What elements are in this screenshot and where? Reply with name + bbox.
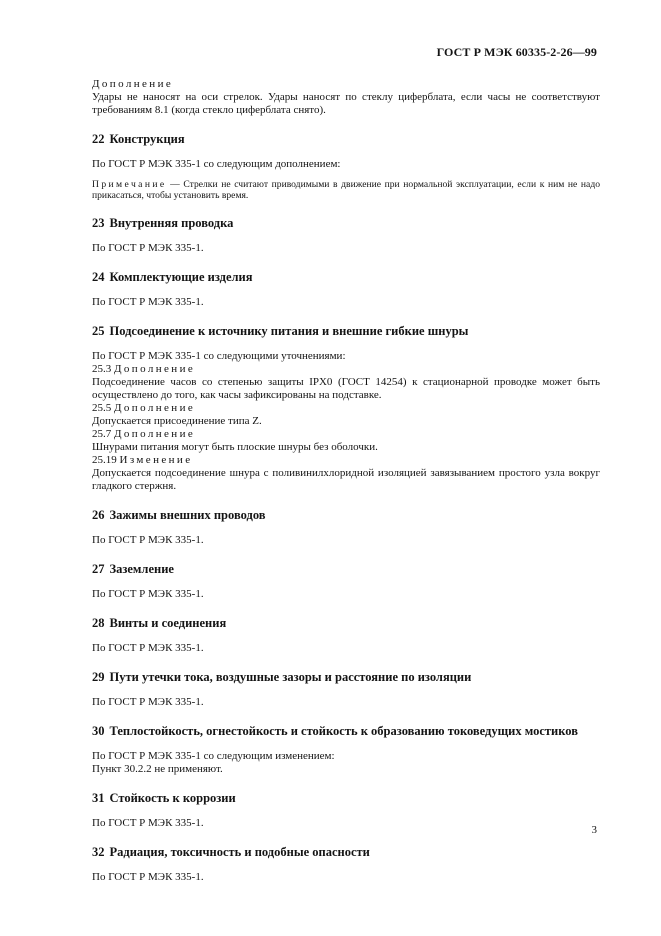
section-title: Теплостойкость, огнестойкость и стойкость к образованию токоведущих мостиков bbox=[109, 724, 578, 738]
section-23-heading bbox=[92, 216, 600, 231]
clause-25-19-label bbox=[92, 454, 600, 467]
section-22-note bbox=[92, 179, 600, 201]
section-title: Конструкция bbox=[109, 132, 185, 146]
note-label: Примечание bbox=[92, 179, 167, 190]
section-number: 28 bbox=[92, 616, 105, 630]
note-text: — Стрелки не считают приводимыми в движение при нормальной эксплуатации, если к ним не надо прикасаться, чтобы установить время. bbox=[92, 179, 600, 201]
section-number: 32 bbox=[92, 845, 105, 859]
section-29-heading bbox=[92, 670, 600, 685]
section-30-heading bbox=[92, 724, 600, 739]
intro-text: Удары не наносят на оси стрелок. Удары наносят по стеклу циферблата, если часы не соответствуют требованиям 8.1 (когда стекло циферблата снято). bbox=[92, 91, 600, 116]
section-title: Винты и соединения bbox=[109, 616, 227, 630]
section-title: Заземление bbox=[109, 562, 174, 576]
clause-25-5-label bbox=[92, 402, 600, 415]
section-30-text: По ГОСТ Р МЭК 335-1 со следующим изменением: bbox=[92, 750, 335, 762]
running-header: ГОСТ Р МЭК 60335-2-26—99 bbox=[436, 45, 597, 59]
intro-label: Дополнение bbox=[92, 78, 174, 90]
clause-number: 25.7 bbox=[92, 428, 112, 440]
section-title: Радиация, токсичность и подобные опасности bbox=[109, 845, 370, 859]
section-number: 23 bbox=[92, 216, 105, 230]
clause-25-3-text: Подсоединение часов со степенью защиты IPX0 (ГОСТ 14254) к стационарной проводке может быть осуществлено до того, как часы зафиксированы на подставке. bbox=[92, 376, 600, 401]
section-number: 24 bbox=[92, 270, 105, 284]
section-27-text: По ГОСТ Р МЭК 335-1. bbox=[92, 588, 204, 600]
section-25-heading bbox=[92, 324, 600, 339]
section-28-text: По ГОСТ Р МЭК 335-1. bbox=[92, 642, 204, 654]
clause-25-7-text: Шнурами питания могут быть плоские шнуры без оболочки. bbox=[92, 441, 378, 453]
section-number: 27 bbox=[92, 562, 105, 576]
section-title: Подсоединение к источнику питания и внешние гибкие шнуры bbox=[109, 324, 469, 338]
clause-label: Дополнение bbox=[114, 402, 196, 414]
section-25-text: По ГОСТ Р МЭК 335-1 со следующими уточнениями: bbox=[92, 350, 346, 362]
section-title: Стойкость к коррозии bbox=[109, 791, 236, 805]
section-number: 30 bbox=[92, 724, 105, 738]
section-22-text: По ГОСТ Р МЭК 335-1 со следующим дополнением: bbox=[92, 158, 341, 170]
section-title: Внутренняя проводка bbox=[109, 216, 234, 230]
section-number: 26 bbox=[92, 508, 105, 522]
section-30-text-2: Пункт 30.2.2 не применяют. bbox=[92, 763, 223, 775]
section-title: Зажимы внешних проводов bbox=[109, 508, 266, 522]
section-number: 31 bbox=[92, 791, 105, 805]
clause-number: 25.19 bbox=[92, 454, 117, 466]
section-title: Комплектующие изделия bbox=[109, 270, 253, 284]
section-24-heading bbox=[92, 270, 600, 285]
section-26-text: По ГОСТ Р МЭК 335-1. bbox=[92, 534, 204, 546]
section-number: 25 bbox=[92, 324, 105, 338]
section-number: 29 bbox=[92, 670, 105, 684]
section-23-text: По ГОСТ Р МЭК 335-1. bbox=[92, 242, 204, 254]
clause-label: Изменение bbox=[119, 454, 193, 466]
section-22-heading bbox=[92, 132, 600, 147]
section-27-heading bbox=[92, 562, 600, 577]
section-32-heading bbox=[92, 845, 600, 860]
section-31-text: По ГОСТ Р МЭК 335-1. bbox=[92, 817, 204, 829]
section-31-heading bbox=[92, 791, 600, 806]
clause-label: Дополнение bbox=[114, 428, 196, 440]
section-32-text: По ГОСТ Р МЭК 335-1. bbox=[92, 871, 204, 883]
section-title: Пути утечки тока, воздушные зазоры и расстояние по изоляции bbox=[109, 670, 472, 684]
clause-number: 25.5 bbox=[92, 402, 112, 414]
clause-25-5-text: Допускается присоединение типа Z. bbox=[92, 415, 262, 427]
clause-number: 25.3 bbox=[92, 363, 112, 375]
section-24-text: По ГОСТ Р МЭК 335-1. bbox=[92, 296, 204, 308]
section-29-text: По ГОСТ Р МЭК 335-1. bbox=[92, 696, 204, 708]
clause-label: Дополнение bbox=[114, 363, 196, 375]
page-content bbox=[92, 78, 600, 884]
section-26-heading bbox=[92, 508, 600, 523]
clause-25-7-label bbox=[92, 428, 600, 441]
clause-25-3-label bbox=[92, 363, 600, 376]
page-number: 3 bbox=[591, 824, 597, 836]
section-28-heading bbox=[92, 616, 600, 631]
section-number: 22 bbox=[92, 132, 105, 146]
clause-25-19-text: Допускается подсоединение шнура с поливинилхлоридной изоляцией завязыванием простого узла вокруг гладкого стержня. bbox=[92, 467, 600, 492]
